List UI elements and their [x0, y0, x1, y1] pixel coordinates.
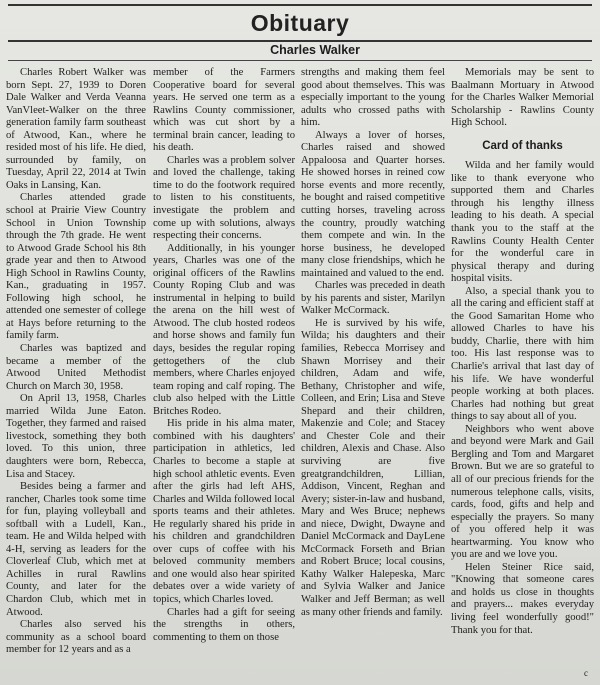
- obituary-column-3: [301, 67, 445, 675]
- paragraph: Neighbors who went above and beyond were Mark and Gail Bergling and Tom and Margaret Brown. But we are so grateful to all of our precious friends for the numerous telephone calls, visits, cards, food, gifts and help and especially the prayers. So many of you offered help it was heartwarming. You know who you are and we love you.: [451, 423, 594, 561]
- obituary-column-1: [6, 67, 146, 675]
- paragraph: Charles had a gift for seeing the strengths in others, commenting to them on those: [153, 606, 295, 643]
- paragraph: Charles was preceded in death by his parents and sister, Marilyn Walker McCormack.: [301, 280, 445, 317]
- paragraph: Charles was baptized and became a member of the Atwood United Methodist Church on March 30, 1958.: [6, 343, 146, 392]
- paragraph: His pride in his alma mater, combined with his daughters' participation in athletics, led Charles to become a staple at high school athletic events. Even after the girls had left AHS, Charles and Wilda followed local sports teams and their athletes. He regularly shared his pride in his children and grandchildren over cups of coffee with his beloved community members and one would also hear spirited debates over a wide variety of topics, which Charles loved.: [153, 418, 295, 605]
- paragraph: Charles was a problem solver and loved the challenge, taking time to do the footwork required to listen to his constituents, investigate the problem and come up with solutions, always respecting their concerns.: [153, 154, 295, 242]
- paragraph: Also, a special thank you to all the caring and efficient staff at the Good Samaritan Home who allowed Charles to have his buddy, Charlie, there with him too. His last response was to Charlie's arrival that last day of his life. We have wonderful people working at both places. Charles had nothing but great things to say about all of you.: [451, 285, 594, 423]
- paragraph: Charles also served his community as a school board member for 12 years and as a: [6, 619, 146, 656]
- paragraph: On April 13, 1958, Charles married Wilda June Eaton. Together, they farmed and raised livestock, something they both loved. To this union, three daughters were born, Rebecca, Lisa and Stacey.: [6, 393, 146, 480]
- paragraph: member of the Farmers Cooperative board for several years. He served one term as a Rawlins County commissioner, which was cut short by a terminal brain cancer, leading to his death.: [153, 67, 295, 154]
- name-heading-bar: [8, 42, 592, 61]
- card-of-thanks-heading: Card of thanks: [482, 139, 563, 152]
- paragraph: Wilda and her family would like to thank everyone who supported them and Charles through his lengthy illness leading to his death. A special thank you to the staff at the Rawlins County Health Center for the wonderful care in physical therapy and during hospital visits.: [451, 160, 594, 285]
- corner-mark: c: [584, 668, 588, 678]
- paragraph: Helen Steiner Rice said, "Knowing that someone cares and holds us close in thoughts and prayers... makes everyday living feel wonderfully good!" Thank you for that.: [451, 561, 594, 636]
- obituary-column-4: [451, 67, 594, 675]
- paragraph: Always a lover of horses, Charles raised and showed Appaloosa and Quarter horses. He showed horses in reined cow horse events and more recently, he bought and raised competitive cutting horses, traveling across the country, proudly watching them compete and win. In the horse business, he developed many close friendships, which he maintained and valued to the end.: [301, 129, 445, 279]
- paragraph: strengths and making them feel good about themselves. This was especially important to the young adults who crossed paths with him.: [301, 67, 445, 129]
- paragraph: Additionally, in his younger years, Charles was one of the original officers of the Rawlins County Roping Club and was instrumental in helping to build the arena on the hill west of Atwood. The club hosted rodeos and horse shows and family fun days, besides the regular roping gettogethers of the club members, where Charles enjoyed team roping and calf roping. The club also helped with the Little Britches Rodeo.: [153, 242, 295, 417]
- paragraph: Charles Robert Walker was born Sept. 27, 1939 to Doren Dale Walker and Verda Veanna VanVleet-Walker on the three generation family farm southeast of Atwood, Kan., where he resided most of his life. He died, surrounded by family, on Tuesday, April 22, 2014 at Twin Oaks in Lansing, Kan.: [6, 67, 146, 191]
- obituary-column-2: [153, 67, 295, 675]
- paragraph: He is survived by his wife, Wilda; his daughters and their families, Rebecca Morrisey and Shawn Morrisey and their children, Adam and wife, Bethany, Christopher and wife, Colleen, and Erin; Lisa and Steve Shepard and their children, Makenzie and Cole; and Stacey and Chester Cole and their children, Alexis and Chase. Also surviving are five greatgrandchildren, Lillian, Addison, Vincent, Reghan and Avery; sister-in-law and husband, Mary and Wes Bruce; nephews and niece, Dwight, Dwayne and Daniel McCormack and DayLene McCormack Forseth and Brian and Robert Bruce; local cousins, Kathy Walker Halepeska, Marc and Sylvia Walker and Janice Walker and Jeff Berman; as well as many other friends and family.: [301, 317, 445, 618]
- paragraph: Charles attended grade school at Prairie View Country School in Union Township through the 7th grade. He went to Atwood Grade School his 8th grade year and then to Atwood High School in Rawlins County, Kan., graduating in 1957. Following high school, he attended one semester of college at Hays before returning to the family farm.: [6, 192, 146, 342]
- memorials-paragraph: Memorials may be sent to Baalmann Mortuary in Atwood for the Charles Walker Memorial Scholarship - Rawlins County High School.: [451, 67, 594, 129]
- paragraph: Besides being a farmer and rancher, Charles took some time for fun, playing volleyball and softball with a Ludell, Kan., team. He and Wilda helped with 4-H, serving as leaders for the Cloverleaf Club, which met at Achilles in rural Rawlins County, and later for the Chardon Club, which met in Atwood.: [6, 481, 146, 618]
- name-heading: Charles Walker: [270, 43, 360, 57]
- section-title: Obituary: [8, 4, 592, 42]
